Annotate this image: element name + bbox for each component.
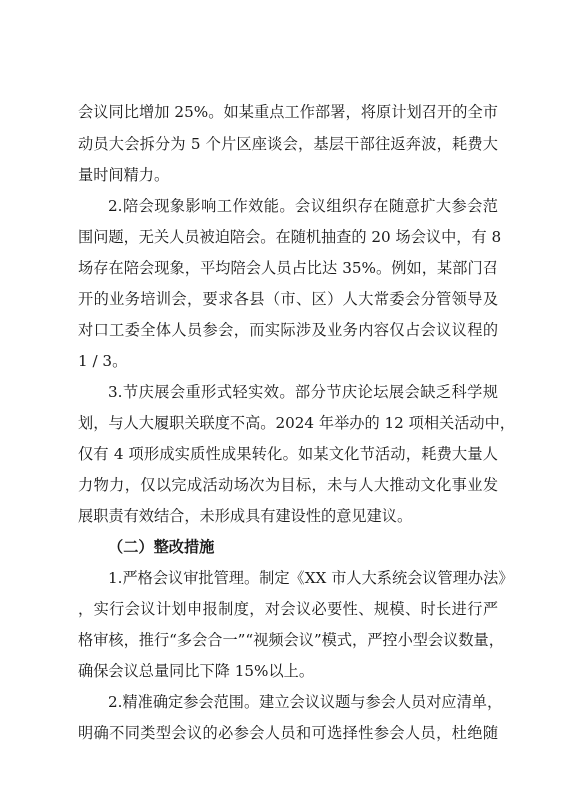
body-line: 明确不同类型会议的必参会人员和可选择性参会人员，杜绝随 <box>78 724 498 742</box>
body-line: 仅有 4 项形成实质性成果转化。如某文化节活动，耗费大量人 <box>78 445 498 463</box>
body-line: 对口工委全体人员参会，而实际涉及业务内容仅占会议议程的 <box>78 321 498 339</box>
body-line: 1 / 3。 <box>78 352 128 370</box>
body-line: 场存在陪会现象，平均陪会人员占比达 35%。例如，某部门召 <box>78 259 498 277</box>
body-line: 展职责有效结合，未形成具有建设性的意见建议。 <box>78 507 413 525</box>
section-heading: （二）整改措施 <box>108 538 215 556</box>
paragraph-first-line: 2.精准确定参会范围。建立会议议题与参会人员对应清单， <box>108 693 503 711</box>
body-line: 围问题，无关人员被迫陪会。在随机抽查的 20 场会议中，有 8 <box>78 228 502 246</box>
body-line: 确保会议总量同比下降 15%以上。 <box>78 662 315 680</box>
body-line: ，实行会议计划申报制度，对会议必要性、规模、时长进行严 <box>78 600 498 618</box>
paragraph-first-line: 2.陪会现象影响工作效能。会议组织存在随意扩大参会范 <box>108 197 498 215</box>
body-line: 力物力，仅以完成活动场次为目标，未与人大推动文化事业发 <box>78 476 498 494</box>
body-line: 开的业务培训会，要求各县（市、区）人大常委会分管领导及 <box>78 290 498 308</box>
body-line: 划，与人大履职关联度不高。2024 年举办的 12 项相关活动中， <box>78 414 515 432</box>
body-line: 动员大会拆分为 5 个片区座谈会，基层干部往返奔波，耗费大 <box>78 135 498 153</box>
paragraph-first-line: 1.严格会议审批管理。制定《XX 市人大系统会议管理办法》 <box>108 569 514 587</box>
paragraph-first-line: 3.节庆展会重形式轻实效。部分节庆论坛展会缺乏科学规 <box>108 383 498 401</box>
body-line: 格审核，推行“多会合一”“视频会议”模式，严控小型会议数量， <box>78 631 504 649</box>
body-line: 会议同比增加 25%。如某重点工作部署，将原计划召开的全市 <box>78 103 498 121</box>
body-line: 量时间精力。 <box>78 166 170 184</box>
